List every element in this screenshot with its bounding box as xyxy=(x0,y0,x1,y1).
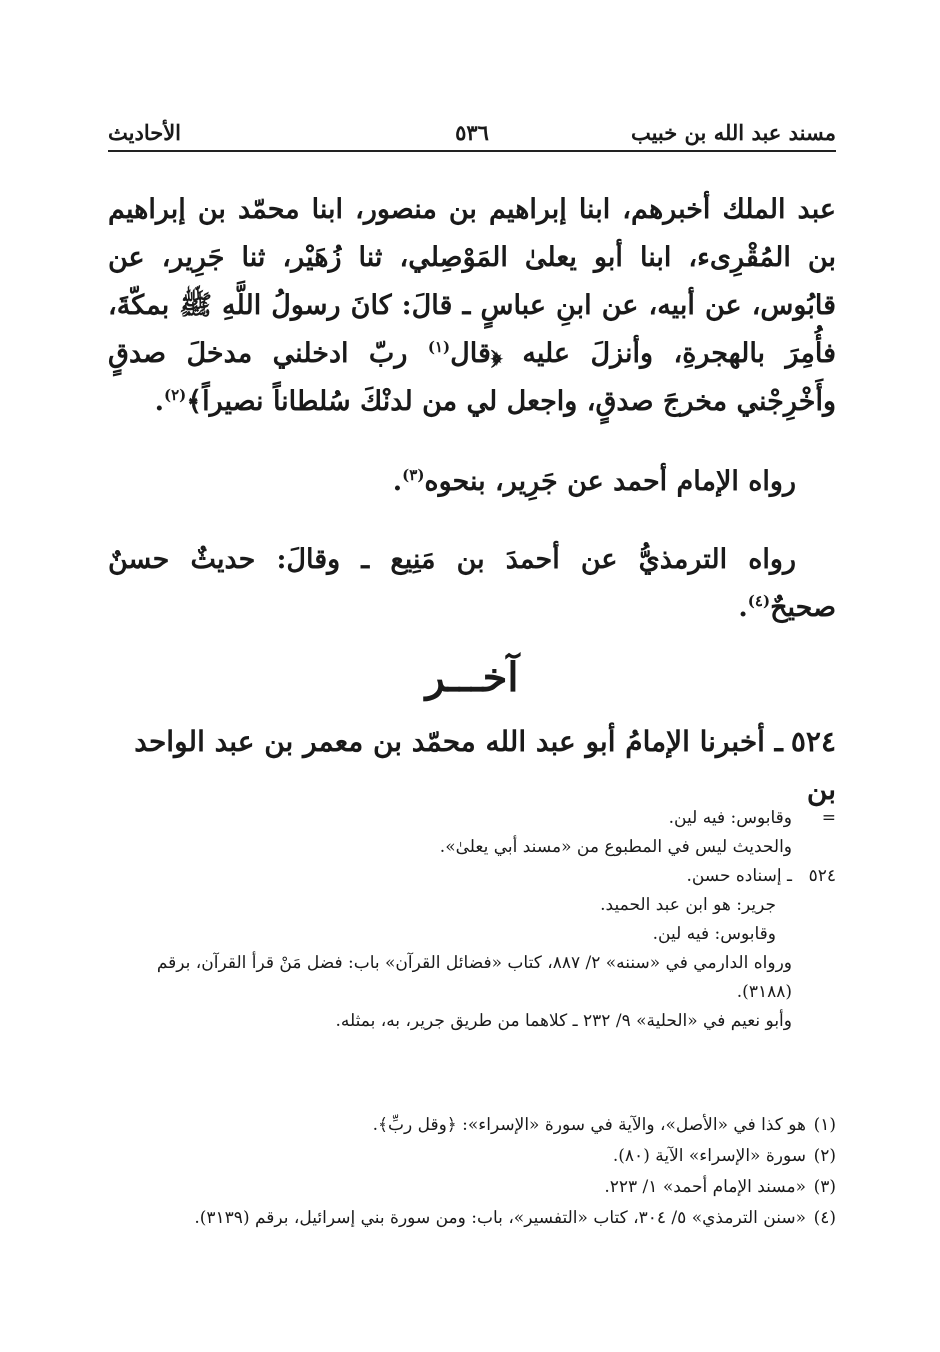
note-mark: = xyxy=(821,808,836,828)
footnote-text: «سنن الترمذي» ٥/ ٣٠٤، كتاب «التفسير»، باب: ومن سورة بني إسرائيل، برقم (٣١٣٩). xyxy=(194,1208,806,1228)
header-section-title: الأحاديث xyxy=(108,120,182,145)
note-text: والحديث ليس في المطبوع من «مسند أبي يعلىٰ». xyxy=(439,837,792,857)
note-mark: ٥٢٤ xyxy=(808,866,836,886)
note-line xyxy=(108,804,836,833)
header-rule xyxy=(108,150,836,152)
paragraph-text: رواه الإمام أحمد عن جَرِير، بنحوه xyxy=(424,466,796,497)
note-line xyxy=(108,1007,836,1036)
footnotes xyxy=(108,1110,836,1234)
footnote xyxy=(108,1141,836,1172)
footnote-ref: (٣) xyxy=(402,466,425,484)
paragraph-end: . xyxy=(392,466,403,497)
note-text: وقابوس: فيه لين. xyxy=(652,924,776,944)
footnote-mark: (٣) xyxy=(813,1177,836,1197)
footnote-text: «مسند الإمام أحمد» ١/ ٢٢٣. xyxy=(604,1177,806,1197)
footnote-ref: (٢) xyxy=(163,386,187,404)
paragraph-text: عبد الملك أخبرهم، ابنا إبراهيم بن منصور، ابنا محمّد بن إبراهيم بن المُقْرِىء، ابنا أبو يعلىٰ المَوْصِلي، ثنا زُهَيْر، ثنا جَرِير، عن قابُوس، عن أبيه، عن ابنِ عباسٍ ـ قالَ: كانَ رسولُ اللَّهِ ﷺ بمكّةَ، فأُمِرَ بالهجرةِ، وأنزلَ عليه ﴿قال xyxy=(108,194,836,369)
section-title: آخـــر xyxy=(425,654,519,701)
footnote-separator xyxy=(108,1096,836,1097)
hadith-number: ٥٢٤ xyxy=(790,725,836,758)
narration-paragraph xyxy=(108,536,836,632)
note-line xyxy=(108,891,836,920)
running-header xyxy=(108,118,836,148)
note-text: جرير: هو ابن عبد الحميد. xyxy=(600,895,776,915)
hadith-heading xyxy=(108,718,836,814)
footnote xyxy=(108,1110,836,1141)
footnote-text: سورة «الإسراء» الآية (٨٠). xyxy=(612,1146,806,1166)
hadith-text: ـ أخبرنا الإمامُ أبو عبد الله محمّد بن معمر بن عبد الواحد بن xyxy=(134,725,836,806)
note-text: ورواه الدارمي في «سننه» ٢/ ٨٨٧، كتاب «فضائل القرآن» باب: فضل مَنْ قرأ القرآن، برقم (٣١٨٨). xyxy=(156,953,792,1002)
footnote-ref: (١) xyxy=(427,338,451,356)
footnote-mark: (٤) xyxy=(813,1208,836,1228)
hadith-paragraph xyxy=(108,186,836,426)
footnote-text: هو كذا في «الأصل»، والآية في سورة «الإسراء»: ﴿وقل ربِّ﴾. xyxy=(372,1115,806,1135)
note-text: ـ إسناده حسن. xyxy=(686,866,792,886)
paragraph-end: . xyxy=(738,592,748,623)
page-number: ٥٣٦ xyxy=(455,120,489,145)
note-line xyxy=(108,949,836,1007)
paragraph-text: رواه الترمذيُّ عن أحمدَ بن مَنِيع ـ وقالَ: حديثٌ حسنٌ صحيحٌ xyxy=(108,544,836,623)
paragraph-end: . xyxy=(154,386,164,417)
footnote-mark: (١) xyxy=(813,1115,836,1135)
note-text: وأبو نعيم في «الحلية» ٩/ ٢٣٢ ـ كلاهما من طريق جرير، به، بمثله. xyxy=(335,1011,792,1031)
footnote xyxy=(108,1203,836,1234)
note-line xyxy=(108,833,836,862)
narration-paragraph xyxy=(108,458,836,506)
note-line xyxy=(108,862,836,891)
note-text: وقابوس: فيه لين. xyxy=(668,808,792,828)
footnote-mark: (٢) xyxy=(813,1146,836,1166)
commentary-notes xyxy=(108,804,836,1036)
paragraph-text-cont: ربّ ادخلني مدخلَ صدقٍ وأَخْرِجْني مخرجَ صدقٍ، واجعل لي من لدنْكَ سُلطاناً نصيراً﴾ xyxy=(108,338,836,417)
note-line xyxy=(108,920,836,949)
header-book-title: مسند عبد الله بن خبيب xyxy=(630,120,836,145)
footnote xyxy=(108,1172,836,1203)
footnote-ref: (٤) xyxy=(747,592,771,610)
